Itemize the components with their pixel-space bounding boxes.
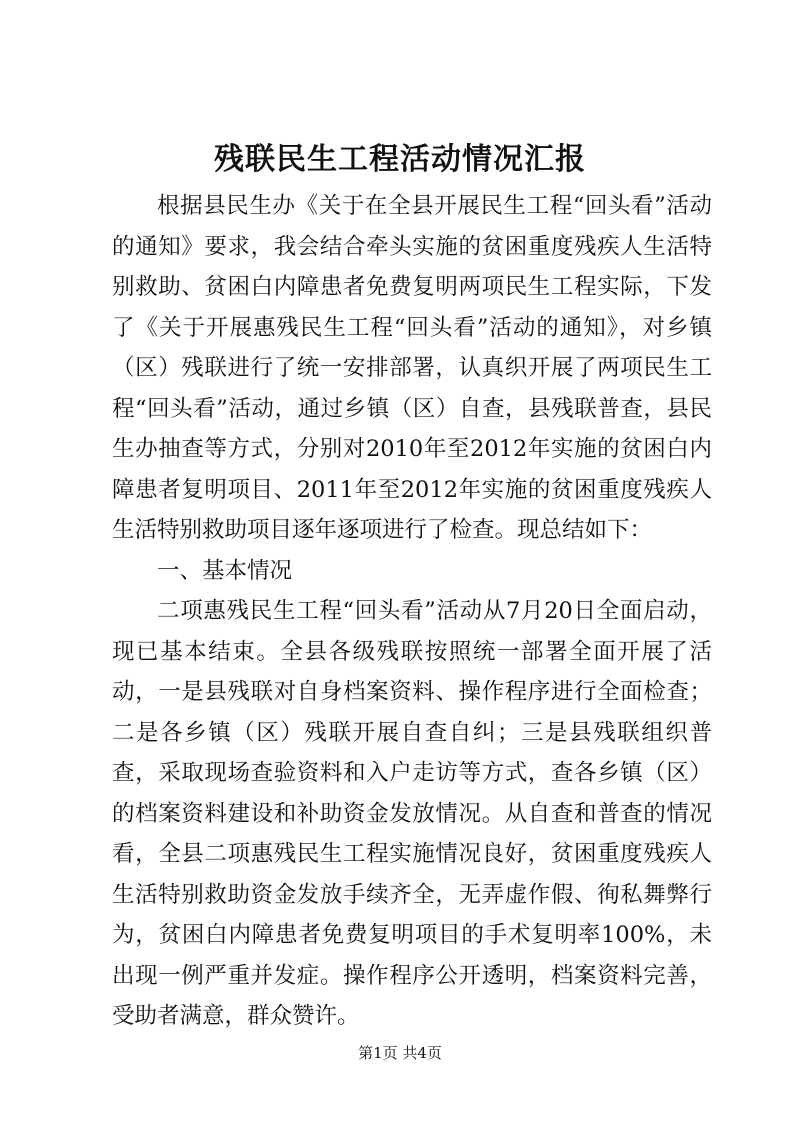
page-footer: 第1页 共4页 <box>358 1044 442 1062</box>
document-body <box>112 186 712 1037</box>
section-heading-basic-situation: 一、基本情况 <box>157 557 293 584</box>
paragraph-basic-situation: 二项惠残民生工程“回头看”活动从7月20日全面启动，现已基本结束。全县各级残联按照统一部署全面开展了活动，一是县残联对自身档案资料、操作程序进行全面检查；二是各乡镇（区）残联开展自查自纠；三是县残联组织普查，采取现场查验资料和入户走访等方式，查各乡镇（区）的档案资料建设和补助资金发放情况。从自查和普查的情况看，全县二项惠残民生工程实施情况良好，贫困重度残疾人生活特别救助资金发放手续齐全，无弄虚作假、徇私舞弊行为，贫困白内障患者免费复明项目的手术复明率100%，未出现一例严重并发症。操作程序公开透明，档案资料完善，受助者满意，群众赞许。 <box>112 598 712 1029</box>
document-title: 残联民生工程活动情况汇报 <box>214 142 586 177</box>
paragraph-intro: 根据县民生办《关于在全县开展民生工程“回头看”活动的通知》要求，我会结合牵头实施的贫困重度残疾人生活特别救助、贫困白内障患者免费复明两项民生工程实际，下发了《关于开展惠残民生工程“回头看”活动的通知》，对乡镇（区）残联进行了统一安排部署，认真织开展了两项民生工程“回头看”活动，通过乡镇（区）自查，县残联普查，县民生办抽查等方式，分别对2010年至2012年实施的贫困白内障患者复明项目、2011年至2012年实施的贫困重度残疾人生活特别救助项目逐年逐项进行了检查。现总结如下： <box>112 193 712 543</box>
